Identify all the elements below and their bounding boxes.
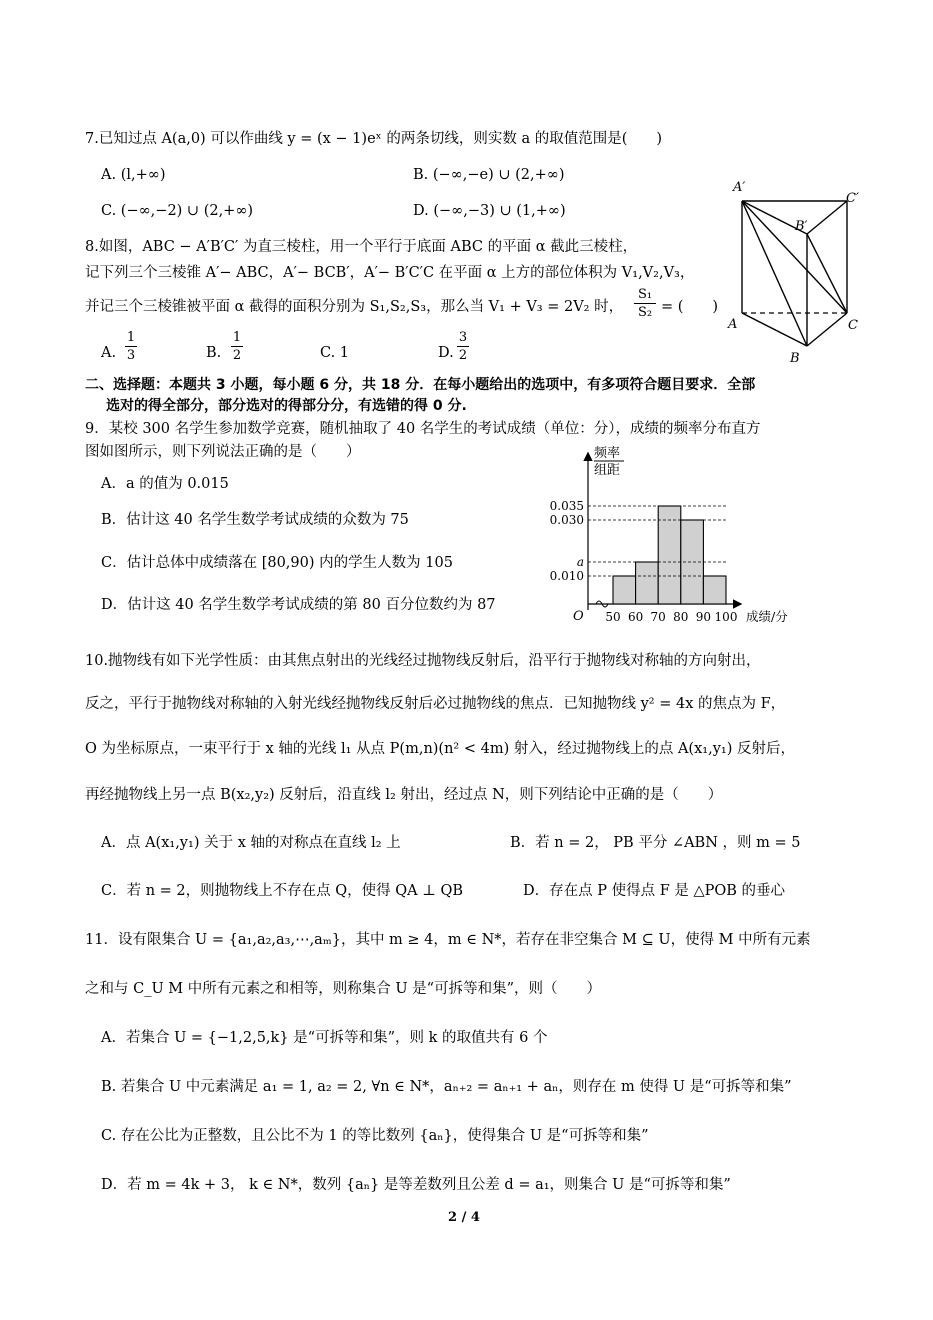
y-tick-label: a bbox=[576, 555, 584, 569]
q10-line2: 反之，平行于抛物线对称轴的入射光线经抛物线反射后必过抛物线的焦点．已知抛物线 y² = 4x 的焦点为 F， bbox=[85, 696, 786, 712]
q10-option-d: D．存在点 P 使得点 F 是 △POB 的垂心 bbox=[523, 883, 786, 899]
q11-line2: 之和与 C_U M 中所有元素之和相等，则称集合 U 是“可拆等和集”，则（ ） bbox=[85, 981, 602, 997]
prism-figure bbox=[722, 176, 872, 368]
q9-option-d: D．估计这 40 名学生数学考试成绩的第 80 百分位数约为 87 bbox=[101, 597, 496, 613]
frequency-histogram bbox=[540, 440, 830, 630]
q8-option-a-num: 1 bbox=[126, 330, 136, 345]
q8-option-a-fraction bbox=[125, 330, 137, 363]
x-tick-label: 100 bbox=[714, 610, 738, 624]
edge-b1-c bbox=[807, 234, 847, 313]
q8-option-a-den: 3 bbox=[126, 348, 136, 363]
q8-option-b-fraction bbox=[231, 330, 243, 363]
q8-option-b-label: B. bbox=[206, 345, 222, 361]
y-tick-label: 0.010 bbox=[549, 569, 584, 583]
histogram-bar bbox=[636, 562, 659, 604]
q11-option-d: D．若 m = 4k + 3， k ∈ N*，数列 {aₙ} 是等差数列且公差 d = a₁，则集合 U 是“可拆等和集” bbox=[101, 1177, 731, 1193]
page-number: 2 / 4 bbox=[448, 1210, 480, 1225]
q10-option-a: A．点 A(x₁,y₁) 关于 x 轴的对称点在直线 l₂ 上 bbox=[101, 835, 401, 851]
q8-option-b-den: 2 bbox=[232, 348, 242, 363]
q8-option-d-den: 2 bbox=[458, 348, 468, 363]
edge-b-c bbox=[807, 313, 847, 346]
q8-option-c: C. 1 bbox=[320, 345, 350, 361]
y-tick-label: 0.030 bbox=[549, 513, 584, 527]
q8-ratio-denominator: S₂ bbox=[637, 305, 653, 320]
q8-ratio-numerator: S₁ bbox=[637, 287, 653, 302]
q8-area-ratio bbox=[634, 287, 656, 320]
q11-option-c: C. 存在公比为正整数，且公比不为 1 的等比数列 {aₙ}，使得集合 U 是“可拆等和集” bbox=[101, 1128, 649, 1144]
q9-line1: 9．某校 300 名学生参加数学竞赛，随机抽取了 40 名学生的考试成绩（单位：分），成绩的频率分布直方 bbox=[85, 421, 761, 437]
q7-stem: 7.已知过点 A(a,0) 可以作曲线 y = (x − 1)eˣ 的两条切线，则实数 a 的取值范围是( ) bbox=[85, 131, 663, 147]
q8-option-a-label: A. bbox=[101, 345, 117, 361]
x-tick-label: 90 bbox=[695, 610, 712, 624]
label-b: B bbox=[790, 351, 800, 366]
q8-option-b-num: 1 bbox=[232, 330, 242, 345]
q10-line3: O 为坐标原点，一束平行于 x 轴的光线 l₁ 从点 P(m,n)(n² < 4m) 射入，经过抛物线上的点 A(x₁,y₁) 反射后， bbox=[85, 741, 795, 757]
q11-option-a: A．若集合 U = {−1,2,5,k} 是“可拆等和集”，则 k 的取值共有 6 个 bbox=[101, 1030, 548, 1046]
q8-line2: 记下列三个三棱锥 A′− ABC，A′− BCB′，A′− B′C′C 在平面 α 上方的部位体积为 V₁,V₂,V₃， bbox=[85, 265, 695, 281]
q10-line1: 10.抛物线有如下光学性质：由其焦点射出的光线经过抛物线反射后，沿平行于抛物线对称轴的方向射出， bbox=[85, 653, 761, 669]
section2-heading-line2: 选对的得全部分，部分选对的得部分分，有选错的得 0 分. bbox=[106, 398, 467, 414]
q9-line2: 图如图所示，则下列说法正确的是（ ） bbox=[85, 444, 361, 460]
q9-option-c: C．估计总体中成绩落在 [80,90) 内的学生人数为 105 bbox=[101, 555, 453, 571]
x-tick-label: 60 bbox=[627, 610, 644, 624]
q11-option-b: B. 若集合 U 中元素满足 a₁ = 1, a₂ = 2, ∀n ∈ N*，aₙ₊₂ = aₙ₊₁ + aₙ，则存在 m 使得 U 是“可拆等和集” bbox=[101, 1079, 792, 1095]
y-tick-label: 0.035 bbox=[549, 499, 584, 513]
q9-option-a: A．a 的值为 0.015 bbox=[101, 476, 229, 492]
q7-option-c: C. (−∞,−2) ∪ (2,+∞) bbox=[101, 203, 254, 219]
q7-option-d: D. (−∞,−3) ∪ (1,+∞) bbox=[413, 203, 566, 219]
edge-a1-c bbox=[742, 201, 847, 313]
q8-option-d-num: 3 bbox=[458, 330, 468, 345]
q10-option-b: B．若 n = 2， PB 平分 ∠ABN ，则 m = 5 bbox=[510, 835, 801, 851]
edge-b1-c1 bbox=[807, 201, 847, 234]
ylabel-top: 频率 bbox=[594, 446, 621, 461]
origin-label: O bbox=[573, 609, 584, 624]
x-tick-label: 80 bbox=[673, 610, 689, 624]
x-tick-label: 50 bbox=[605, 610, 621, 624]
x-tick-label: 70 bbox=[650, 610, 666, 624]
label-c: C bbox=[848, 318, 858, 333]
q10-line4: 再经抛物线上另一点 B(x₂,y₂) 反射后，沿直线 l₂ 射出，经过点 N，则下列结论中正确的是（ ） bbox=[85, 787, 723, 803]
q8-line3-end: = ( ) bbox=[661, 299, 719, 315]
q7-option-b: B. (−∞,−e) ∪ (2,+∞) bbox=[413, 167, 565, 183]
q8-option-d-label: D. bbox=[438, 345, 454, 361]
q7-option-a: A. (l,+∞) bbox=[101, 167, 166, 183]
section2-heading-line1: 二、选择题：本题共 3 小题，每小题 6 分，共 18 分．在每小题给出的选项中，有多项符合题目要求．全部 bbox=[85, 377, 756, 393]
label-c1: C′ bbox=[846, 191, 859, 206]
q9-option-b: B．估计这 40 名学生数学考试成绩的众数为 75 bbox=[101, 512, 409, 528]
q8-line1: 8.如图，ABC − A′B′C′ 为直三棱柱，用一个平行于底面 ABC 的平面 α 截此三棱柱， bbox=[85, 239, 638, 255]
histogram-bar bbox=[613, 576, 636, 604]
ylabel-bottom: 组距 bbox=[594, 463, 621, 478]
q8-line3: 并记三个三棱锥被平面 α 截得的面积分别为 S₁,S₂,S₃，那么当 V₁ + V₃ = 2V₂ 时， bbox=[85, 299, 624, 315]
edge-a-b bbox=[742, 313, 807, 346]
histogram-bar bbox=[658, 506, 681, 604]
label-b1: B′ bbox=[795, 219, 808, 234]
q8-option-d-fraction bbox=[457, 330, 469, 363]
histogram-bar bbox=[703, 576, 726, 604]
xlabel: 成绩/分 bbox=[746, 609, 788, 624]
label-a: A bbox=[728, 317, 738, 332]
q11-line1: 11．设有限集合 U = {a₁,a₂,a₃,⋯,aₘ}，其中 m ≥ 4，m ∈ N*，若存在非空集合 M ⊆ U，使得 M 中所有元素 bbox=[85, 932, 811, 948]
q10-option-c: C．若 n = 2，则抛物线上不存在点 Q，使得 QA ⊥ QB bbox=[101, 883, 463, 899]
label-a1: A′ bbox=[733, 180, 746, 195]
